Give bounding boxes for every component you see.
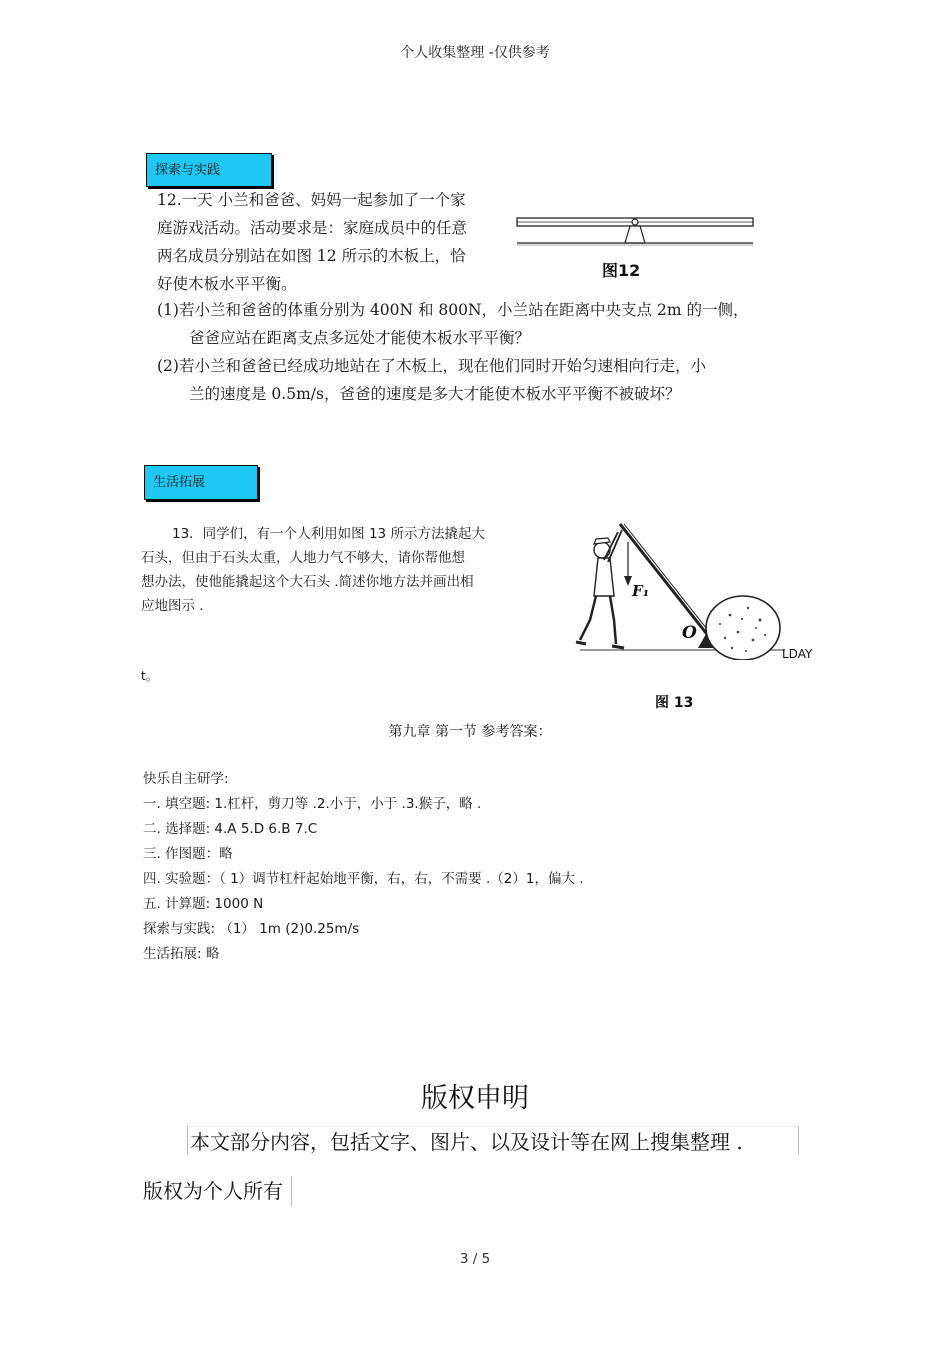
rock	[706, 596, 780, 660]
answer-item: 一. 填空题: 1.杠杆，剪刀等 .2.小于，小于 .3.猴子，略 .	[143, 796, 482, 812]
answer-item: 三. 作图题：略	[143, 846, 233, 862]
answers-list	[143, 767, 584, 967]
figure-12-label: 图12	[602, 261, 641, 280]
pivot-label: O	[682, 623, 697, 643]
lever-board-figure	[512, 210, 762, 250]
lday-text: LDAY	[782, 647, 813, 661]
person-head	[594, 542, 610, 558]
problem-12-line: 庭游戏活动。活动要求是：家庭成员中的任意	[157, 219, 468, 237]
q2-line: (2)若小兰和爸爸已经成功地站在了木板上，现在他们同时开始匀速相向行走，小	[157, 357, 706, 375]
figure-13-caption: 图 13	[655, 695, 694, 711]
problem-13-line: 想办法，使他能撬起这个大石头 .简述你地方法并画出相	[141, 574, 474, 590]
problem-13	[141, 522, 541, 618]
copyright-title: 版权申明	[421, 1083, 529, 1114]
q2-line: 兰的速度是 0.5m/s，爸爸的速度是多大才能使木板水平平衡不被破坏？	[189, 385, 681, 403]
section-label-explore: 探索与实践	[146, 153, 272, 187]
force-label: F₁	[632, 582, 650, 600]
problem-12-line: 好使木板水平平衡。	[157, 275, 297, 293]
page-number: 3 / 5	[459, 1251, 491, 1267]
section-label-life: 生活拓展	[144, 465, 258, 500]
copyright-line-1: 本文部分内容，包括文字、图片、以及设计等在网上搜集整理 .	[187, 1126, 799, 1154]
problem-13-line: 应地图示 .	[141, 598, 204, 614]
answer-item: 五. 计算题: 1000 N	[143, 896, 264, 912]
q1-line: (1)若小兰和爸爸的体重分别为 400N 和 800N，小兰站在距离中央支点 2m 的一侧，	[157, 301, 749, 319]
answer-item: 四. 实验题：（ 1）调节杠杆起始地平衡，右，右，不需要 .（2）1，偏大 .	[143, 871, 584, 887]
pivot-point	[632, 219, 638, 225]
problem-13-line: 13．同学们，有一个人利用如图 13 所示方法撬起大	[172, 526, 485, 542]
copyright-line-2: 版权为个人所有	[143, 1176, 292, 1206]
answer-item: 探索与实践: （1） 1m (2)0.25m/s	[143, 921, 360, 937]
lever-rock-figure	[570, 520, 790, 660]
lever-bar	[620, 524, 710, 638]
fulcrum-stand	[625, 226, 645, 243]
problem-12-q1	[157, 296, 748, 352]
answer-item: 快乐自主研学:	[143, 771, 229, 787]
page-header: 个人收集整理 -仅供参考	[400, 45, 550, 61]
stray-text: t。	[141, 669, 158, 683]
answer-item: 生活拓展: 略	[143, 946, 220, 962]
problem-12-intro	[157, 186, 502, 298]
answers-title: 第九章 第一节 参考答案：	[388, 724, 552, 740]
problem-12-line: 两名成员分别站在如图 12 所示的木板上，恰	[157, 247, 466, 265]
answer-item: 二. 选择题: 4.A 5.D 6.B 7.C	[143, 821, 318, 837]
problem-12-line: 12.一天 小兰和爸爸、妈妈一起参加了一个家	[157, 191, 466, 209]
problem-12-q2	[157, 352, 706, 408]
q1-line: 爸爸应站在距离支点多远处才能使木板水平平衡？	[189, 329, 531, 347]
person-body	[594, 558, 614, 596]
problem-13-line: 石头，但由于石头太重，人地力气不够大，请你帮他想	[141, 550, 465, 566]
